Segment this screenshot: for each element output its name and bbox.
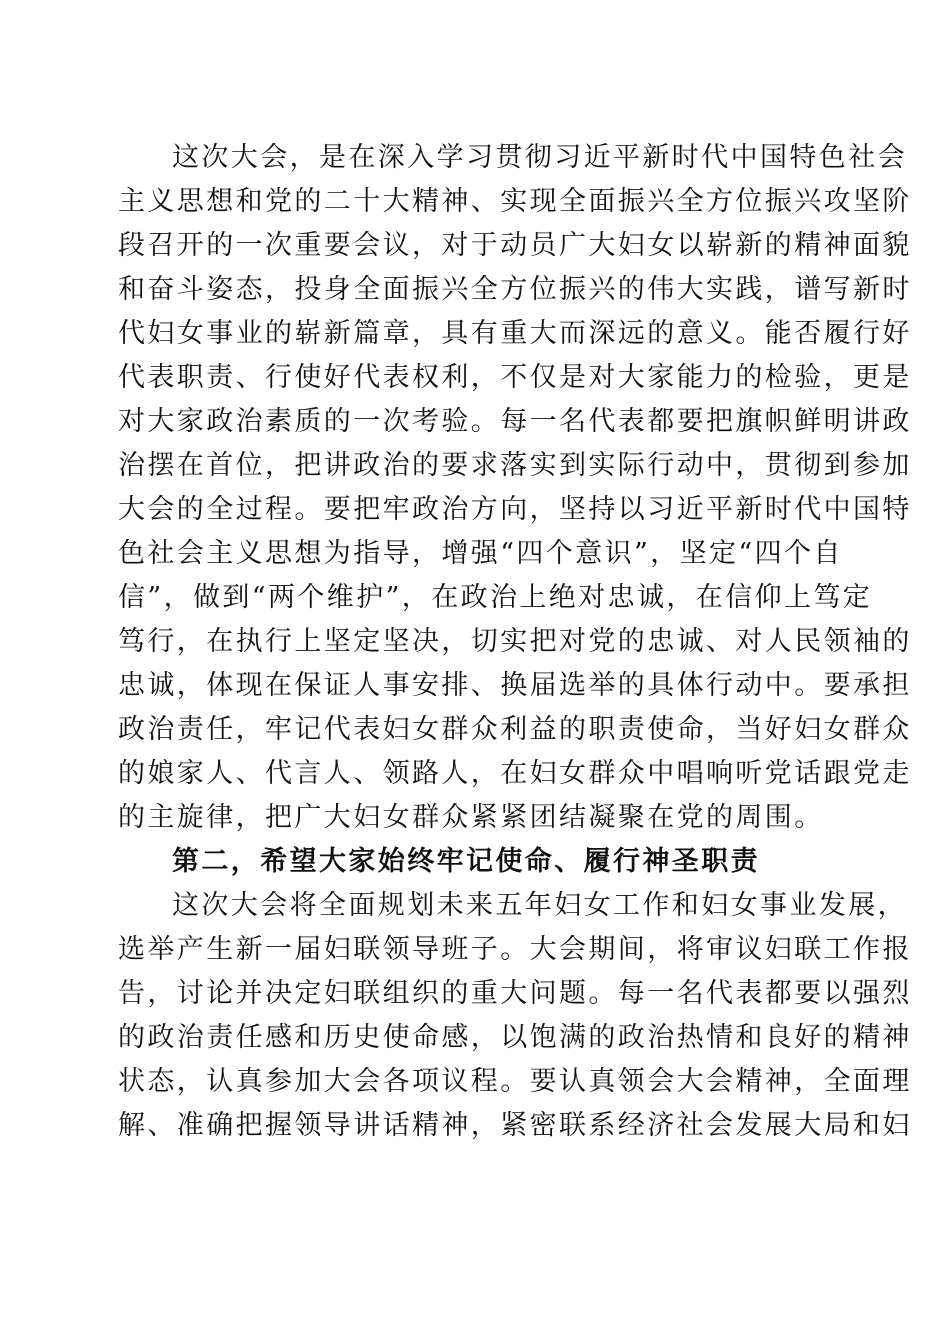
paragraph-2-line: 告，讨论并决定妇联组织的重大问题。每一名代表都要以强烈 <box>118 978 912 1009</box>
paragraph-2-line: 的政治责任感和历史使命感，以饱满的政治热情和良好的精神 <box>118 1022 912 1053</box>
paragraph-1-line: 主义思想和党的二十大精神、实现全面振兴全方位振兴攻坚阶 <box>118 186 912 217</box>
paragraph-1-line: 忠诚，体现在保证人事安排、换届选举的具体行动中。要承担 <box>118 670 912 701</box>
paragraph-1-line: 对大家政治素质的一次考验。每一名代表都要把旗帜鲜明讲政 <box>118 406 912 437</box>
paragraph-1-line: 信”，做到“两个维护”，在政治上绝对忠诚，在信仰上笃定 <box>118 582 873 613</box>
paragraph-1-line: 代表职责、行使好代表权利，不仅是对大家能力的检验，更是 <box>118 362 912 393</box>
paragraph-1-line: 大会的全过程。要把牢政治方向，坚持以习近平新时代中国特 <box>118 494 912 525</box>
paragraph-1-line: 治摆在首位，把讲政治的要求落实到实际行动中，贯彻到参加 <box>118 450 912 481</box>
paragraph-1-line: 代妇女事业的崭新篇章，具有重大而深远的意义。能否履行好 <box>118 318 912 349</box>
paragraph-1-line: 段召开的一次重要会议，对于动员广大妇女以崭新的精神面貌 <box>118 230 912 261</box>
paragraph-1-line: 和奋斗姿态，投身全面振兴全方位振兴的伟大实践，谱写新时 <box>118 274 912 305</box>
paragraph-1-line: 政治责任，牢记代表妇女群众利益的职责使命，当好妇女群众 <box>118 714 912 745</box>
paragraph-2-line: 解、准确把握领导讲话精神，紧密联系经济社会发展大局和妇 <box>118 1110 912 1141</box>
section-heading: 第二，希望大家始终牢记使命、履行神圣职责 <box>172 846 760 877</box>
paragraph-1-line: 色社会主义思想为指导，增强“四个意识”，坚定“四个自 <box>118 538 843 569</box>
paragraph-2-line: 这次大会将全面规划未来五年妇女工作和妇女事业发展， <box>172 890 907 921</box>
paragraph-2-line: 选举产生新一届妇联领导班子。大会期间，将审议妇联工作报 <box>118 934 912 965</box>
paragraph-1-line: 的主旋律，把广大妇女群众紧紧团结凝聚在党的周围。 <box>118 802 824 833</box>
paragraph-1-line: 笃行，在执行上坚定坚决，切实把对党的忠诚、对人民领袖的 <box>118 626 912 657</box>
paragraph-1-line: 的娘家人、代言人、领路人，在妇女群众中唱响听党话跟党走 <box>118 758 912 789</box>
paragraph-1-line: 这次大会，是在深入学习贯彻习近平新时代中国特色社会 <box>172 142 907 173</box>
paragraph-2-line: 状态，认真参加大会各项议程。要认真领会大会精神，全面理 <box>118 1066 912 1097</box>
